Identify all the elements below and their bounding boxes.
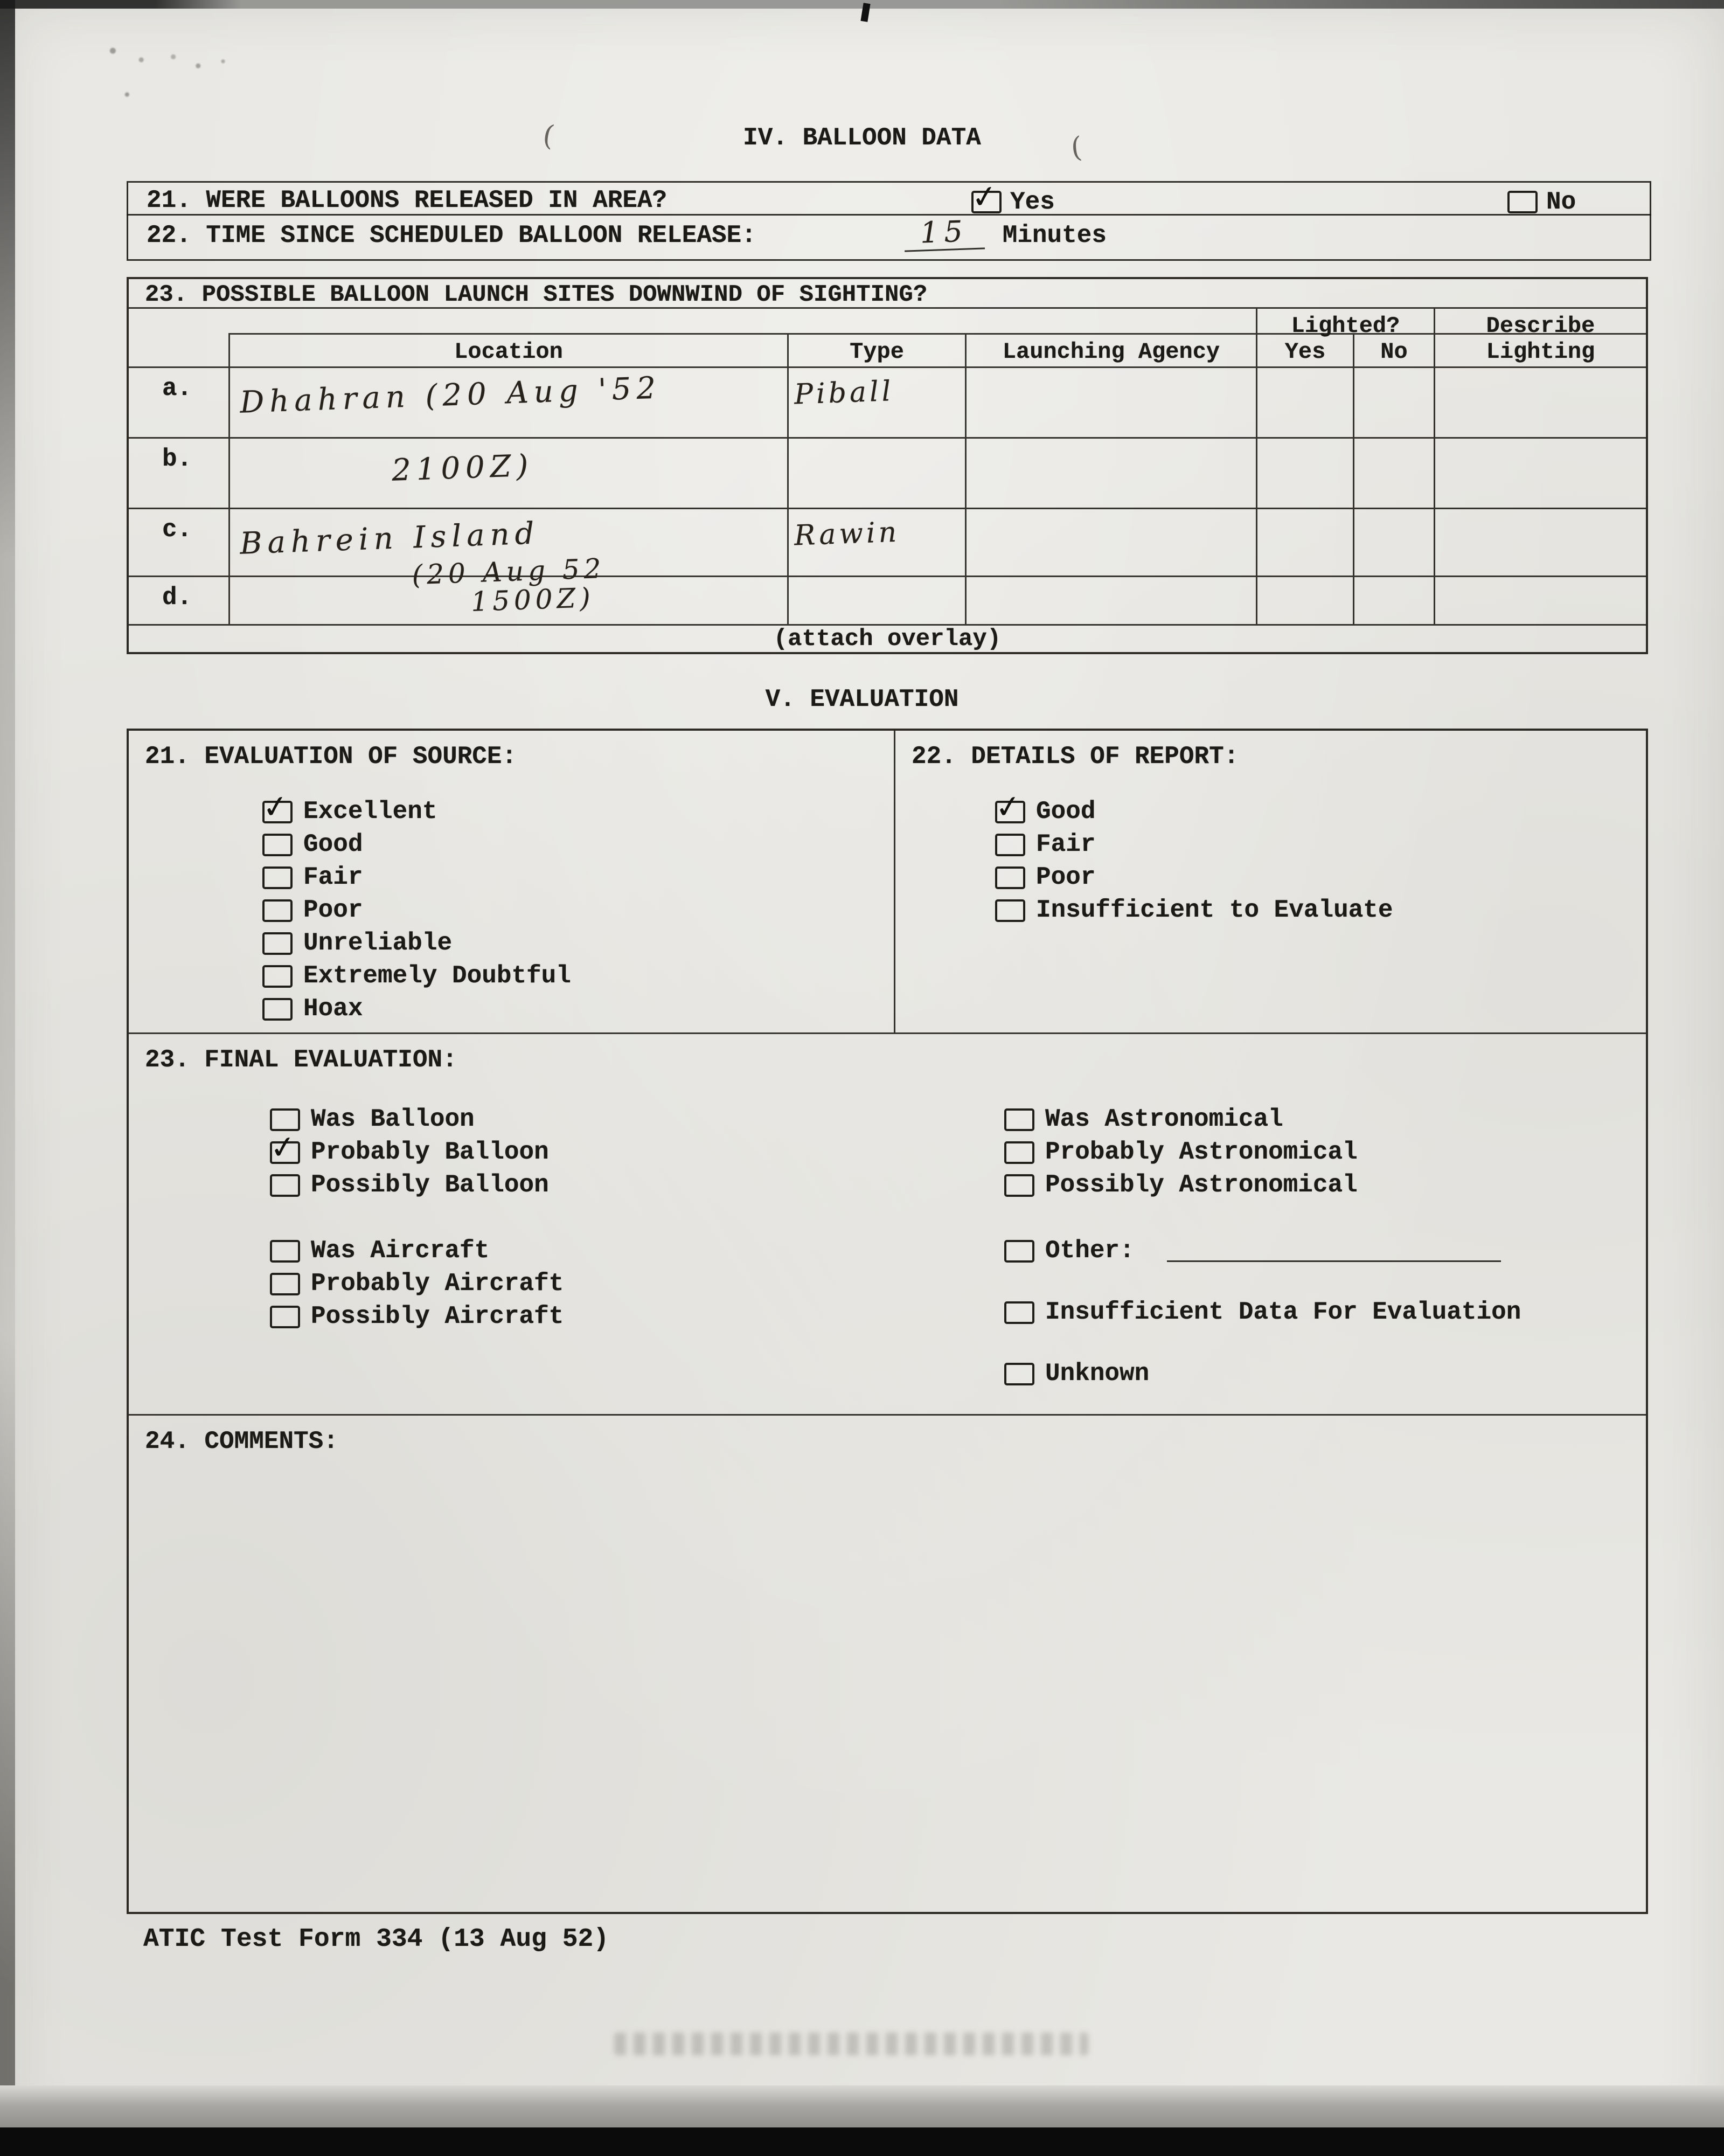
row-d-type <box>787 576 965 624</box>
faint-smudge-text <box>614 2033 1088 2055</box>
good-checkbox <box>262 834 293 856</box>
probably-astronomical-checkbox <box>1004 1141 1034 1164</box>
option-label: Was Aircraft <box>311 1237 490 1265</box>
insufficient-data-option <box>1004 1296 1521 1329</box>
option-label: Unknown <box>1045 1360 1150 1388</box>
yes-label: Yes <box>1010 188 1055 216</box>
row-b-agency <box>965 437 1256 508</box>
option-label: Poor <box>303 896 363 925</box>
fair-checkbox <box>262 866 293 889</box>
row-c-agency <box>965 508 1256 576</box>
header-spacer <box>129 307 1256 333</box>
scan-edge-left <box>0 0 15 2156</box>
check-mark-icon: ✓ <box>268 1127 298 1167</box>
row-a-agency <box>965 366 1256 437</box>
row-d-location <box>228 552 787 624</box>
scan-edge-top <box>0 0 1724 9</box>
option-good <box>993 786 1393 828</box>
option-possibly-astronomical <box>1004 1169 1358 1202</box>
option-label: Probably Aircraft <box>311 1270 564 1298</box>
row-d-lighted-yes <box>1256 576 1353 624</box>
handwritten-location-lines <box>230 552 787 618</box>
stray-paren-mark: ( <box>540 119 557 153</box>
option-poor <box>995 861 1393 894</box>
option-was-balloon <box>270 1103 549 1136</box>
possibly-balloon-checkbox <box>270 1174 300 1197</box>
option-label: Fair <box>303 863 363 892</box>
row-a-describe <box>1434 366 1646 437</box>
row-c-lighted-no <box>1353 508 1434 576</box>
option-label: Poor <box>1036 863 1096 892</box>
option-possibly-balloon <box>270 1169 549 1202</box>
row-b-type <box>787 437 965 508</box>
q22-time-since-release-row <box>127 214 1651 261</box>
option-other <box>1004 1235 1501 1267</box>
option-label: Was Balloon <box>311 1105 475 1134</box>
handwritten-type: Piball <box>794 375 895 411</box>
attach-overlay-note: (attach overlay) <box>773 626 1002 653</box>
option-label: Hoax <box>303 995 363 1023</box>
option-fair <box>262 861 571 894</box>
handwritten-location: 2100Z) <box>391 448 534 488</box>
handwritten-location: Bahrein Island <box>239 516 540 561</box>
option-label: Possibly Astronomical <box>1045 1171 1358 1200</box>
unreliable-checkbox <box>262 932 293 955</box>
handwritten-location-line2: 1500Z) <box>470 582 595 618</box>
was-astronomical-checkbox <box>1004 1108 1034 1131</box>
no-label: No <box>1546 188 1576 216</box>
probably-aircraft-checkbox <box>270 1273 300 1295</box>
row-b-describe <box>1434 437 1646 508</box>
q21-no-option <box>1507 188 1576 217</box>
option-label: Possibly Aircraft <box>311 1302 564 1331</box>
q21-evaluation-of-source-label: 21. EVALUATION OF SOURCE: <box>145 743 517 771</box>
header-lighted-no: No <box>1353 333 1434 366</box>
option-was-aircraft <box>270 1235 564 1267</box>
final-evaluation-section <box>129 1032 1646 1416</box>
possibly-aircraft-checkbox <box>270 1306 300 1328</box>
option-good <box>262 828 571 861</box>
extremely-doubtful-checkbox <box>262 965 293 988</box>
q23-final-evaluation-label: 23. FINAL EVALUATION: <box>145 1046 457 1074</box>
q22-details-of-report-label: 22. DETAILS OF REPORT: <box>912 743 1239 771</box>
q22-label: 22. TIME SINCE SCHEDULED BALLOON RELEASE: <box>147 221 756 249</box>
row-d-letter: d. <box>129 576 228 624</box>
row-c-type <box>787 508 965 576</box>
minutes-unit-label: Minutes <box>1002 221 1107 249</box>
probably-balloon-checkbox <box>268 1127 300 1167</box>
poor-checkbox <box>262 899 293 922</box>
option-label: Other: <box>1045 1237 1135 1265</box>
hoax-checkbox <box>262 998 293 1021</box>
was-aircraft-checkbox <box>270 1240 300 1263</box>
aircraft-options <box>270 1235 564 1333</box>
source-evaluation-options <box>260 786 571 1025</box>
row-b-lighted-yes <box>1256 437 1353 508</box>
q22-answer <box>904 215 1107 251</box>
good-checkbox <box>993 786 1025 827</box>
header-launching-agency: Launching Agency <box>965 333 1256 366</box>
header-location: Location <box>228 333 787 366</box>
row-a-letter: a. <box>129 366 228 437</box>
option-hoax <box>262 993 571 1025</box>
q24-comments-label: 24. COMMENTS: <box>145 1427 338 1455</box>
other-checkbox <box>1004 1240 1034 1263</box>
header-lighted: Lighted? <box>1256 307 1434 333</box>
option-label: Extremely Doubtful <box>303 962 571 990</box>
evaluation-of-source-panel <box>129 731 895 1032</box>
insufficient-checkbox <box>995 899 1025 922</box>
no-checkbox <box>1507 191 1538 213</box>
row-b-letter: b. <box>129 437 228 508</box>
header-type: Type <box>787 333 965 366</box>
q23-launch-sites-box <box>127 277 1648 654</box>
header-lighting: Lighting <box>1434 333 1646 366</box>
launch-sites-table <box>129 307 1646 652</box>
possibly-astronomical-checkbox <box>1004 1174 1034 1197</box>
option-label: Insufficient Data For Evaluation <box>1045 1298 1521 1327</box>
option-insufficient-to-evaluate <box>995 894 1393 927</box>
balloon-options <box>270 1103 549 1202</box>
check-mark-icon: ✓ <box>969 177 1000 217</box>
q21-label: 21. WERE BALLOONS RELEASED IN AREA? <box>147 186 668 214</box>
option-label: Probably Balloon <box>311 1138 549 1167</box>
option-insufficient-data <box>1004 1296 1521 1329</box>
attach-overlay-note-cell <box>129 624 1646 653</box>
row-d-describe <box>1434 576 1646 624</box>
row-c-lighted-yes <box>1256 508 1353 576</box>
yes-checkbox <box>969 177 1002 217</box>
unknown-option <box>1004 1357 1149 1390</box>
q21-balloons-released-row <box>127 177 1651 217</box>
section-iv-title: IV. BALLOON DATA <box>743 124 981 152</box>
astronomical-options <box>1004 1103 1358 1202</box>
header-describe: Describe <box>1434 307 1646 333</box>
stray-paren-mark: ( <box>1069 131 1083 164</box>
form-footer: ATIC Test Form 334 (13 Aug 52) <box>143 1925 609 1954</box>
option-was-astronomical <box>1004 1103 1358 1136</box>
pencil-scribble <box>81 30 259 105</box>
header-spacer <box>129 333 228 366</box>
q21-yes-option <box>969 177 1055 217</box>
unknown-checkbox <box>1004 1363 1034 1385</box>
other-option <box>1004 1235 1501 1267</box>
check-mark-icon: ✓ <box>993 786 1024 827</box>
option-probably-aircraft <box>270 1267 564 1300</box>
row-d-lighted-no <box>1353 576 1434 624</box>
row-a-location <box>228 366 787 437</box>
option-possibly-aircraft <box>270 1300 564 1333</box>
fair-checkbox <box>995 834 1025 856</box>
row-b-lighted-no <box>1353 437 1434 508</box>
row-d-agency <box>965 576 1256 624</box>
row-a-lighted-yes <box>1256 366 1353 437</box>
row-c-letter: c. <box>129 508 228 576</box>
option-label: Was Astronomical <box>1045 1105 1283 1134</box>
row-a-lighted-no <box>1353 366 1434 437</box>
row-a-type <box>787 366 965 437</box>
handwritten-type: Rawin <box>794 516 901 552</box>
option-label: Good <box>1036 798 1096 826</box>
option-label: Fair <box>1036 830 1096 859</box>
was-balloon-checkbox <box>270 1108 300 1131</box>
scan-edge-bottom-gray <box>0 2085 1724 2130</box>
evaluation-box <box>127 729 1648 1914</box>
comments-section <box>129 1414 1646 1912</box>
handwritten-location: Dhahran (20 Aug '52 <box>239 370 662 420</box>
minutes-handwritten-value: 15 <box>903 213 985 252</box>
poor-checkbox <box>995 866 1025 889</box>
option-fair <box>995 828 1393 861</box>
option-unreliable <box>262 927 571 960</box>
other-blank-line <box>1167 1240 1501 1262</box>
q23-label: 23. POSSIBLE BALLOON LAUNCH SITES DOWNWIND OF SIGHTING? <box>145 281 928 308</box>
option-extremely-doubtful <box>262 960 571 993</box>
row-b-location <box>228 437 787 508</box>
check-mark-icon: ✓ <box>260 786 291 827</box>
option-probably-astronomical <box>1004 1136 1358 1169</box>
option-poor <box>262 894 571 927</box>
header-lighted-yes: Yes <box>1256 333 1353 366</box>
option-label: Probably Astronomical <box>1045 1138 1358 1167</box>
report-detail-options <box>993 786 1393 927</box>
section-v-title: V. EVALUATION <box>765 685 959 713</box>
option-label: Unreliable <box>303 929 453 958</box>
option-unknown <box>1004 1357 1149 1390</box>
option-label: Insufficient to Evaluate <box>1036 896 1393 925</box>
option-label: Excellent <box>303 798 437 826</box>
option-excellent <box>260 786 571 828</box>
evaluation-top-row <box>129 731 1646 1032</box>
handwritten-location: (20 Aug 52 <box>411 552 606 591</box>
option-label: Possibly Balloon <box>311 1171 549 1200</box>
row-c-describe <box>1434 508 1646 576</box>
excellent-checkbox <box>260 786 293 827</box>
option-label: Good <box>303 830 363 859</box>
details-of-report-panel <box>895 731 1646 1032</box>
scan-edge-bottom-black <box>0 2127 1724 2156</box>
insufficient-data-checkbox <box>1004 1301 1034 1324</box>
option-probably-balloon <box>268 1127 549 1169</box>
